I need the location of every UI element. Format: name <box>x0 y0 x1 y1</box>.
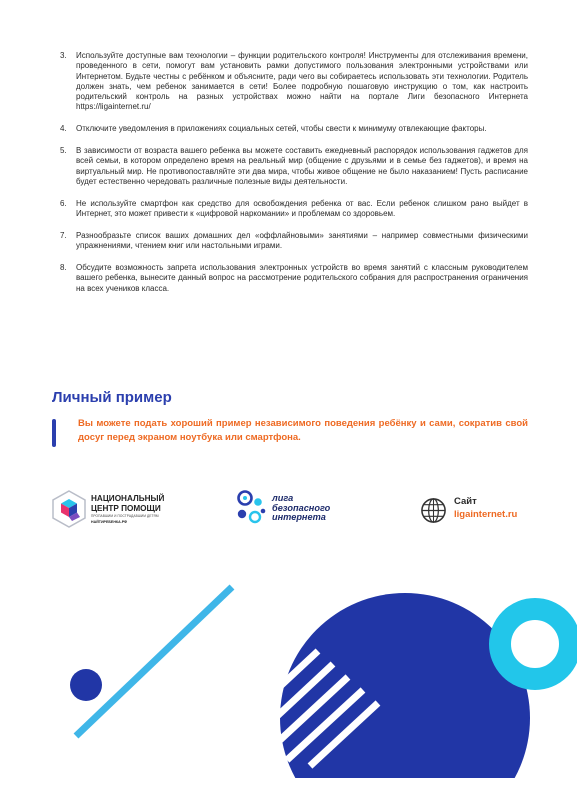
list-item <box>62 263 528 294</box>
list-item <box>62 146 528 187</box>
center-title: НАЦИОНАЛЬНЫЙ ЦЕНТР ПОМОЩИ <box>91 494 165 513</box>
diagonal-cyan-line <box>76 587 232 736</box>
molecule-icon <box>235 489 269 525</box>
list-item <box>62 124 528 134</box>
decorative-shapes <box>0 560 577 800</box>
tips-list <box>62 51 528 305</box>
item-number: 8. <box>60 262 67 272</box>
site-label: Сайт <box>454 496 477 507</box>
item-text: В зависимости от возраста вашего ребенка вы можете составить ежедневный распорядок использования гаджетов для всей семьи, в котором определено время на реальный мир (общение с друзьями и в семье без гаджетов), и время на виртуальный мир. Не противопоставляйте эти два мира, чтобы живое общение не было наказанием! Пусть расписание будет естественно чередовать различные полезные виды деятельности. <box>76 146 528 186</box>
hexagon-cubes-icon <box>50 489 88 529</box>
globe-icon <box>420 497 447 524</box>
item-number: 4. <box>60 124 67 134</box>
national-center-logo <box>50 489 180 533</box>
list-item <box>62 51 528 113</box>
quote-bar <box>52 419 56 447</box>
list-item <box>62 231 528 252</box>
center-site: НАЙТИРЕБЕНКА.РФ <box>91 520 128 524</box>
center-subtitle: ПРОПАВШИМ И ПОСТРАДАВШИМ ДЕТЯМ <box>91 514 159 518</box>
item-number: 3. <box>60 51 67 60</box>
liga-logo <box>235 489 355 529</box>
site-block <box>420 495 530 529</box>
cyan-ring <box>500 609 570 679</box>
item-text: Не используйте смартфон как средство для освобождения ребенка от вас. Если ребенок слишком рано выйдет в Интернет, это может привести к «цифровой наркомании» и проблемам со здоровьем. <box>76 198 528 219</box>
liga-title: лига безопасного интернета <box>272 493 331 522</box>
large-blue-circle <box>280 593 530 800</box>
item-text: Обсудите возможность запрета использования электронных устройств во время занятий с классным руководителем вашего ребенка, вынесите данный вопрос на рассмотрение родительского собрания для распространения ограничения на всех учеников класса. <box>76 262 528 293</box>
item-number: 7. <box>60 230 67 240</box>
quote-text: Вы можете подать хороший пример независимого поведения ребёнку и сами, сократив свой досуг перед экраном ноутбука или смартфона. <box>78 418 528 443</box>
list-item <box>62 199 528 220</box>
site-link[interactable]: ligainternet.ru <box>454 509 518 520</box>
item-text: Используйте доступные вам технологии – функции родительского контроля! Инструменты для отслеживания времени, проведенного в сети, помогут вам установить рамки допустимого пользования электронными устройствами или Интернетом. Будьте честны с ребёнком и объясните, ради чего вы собираетесь использовать эти технологии. Родитель должен знать, чем ребенок занимается в сети! Более подробную пошаговую инструкцию о том, как настроить родительский контроль на разных устройствах можно найти на портале Лиги безопасного Интернета https://ligainternet.ru/ <box>76 51 528 112</box>
item-text: Разнообразьте список ваших домашних дел «оффлайновыми» занятиями – например совместными физическими упражнениями, чтением книг или настольными играми. <box>76 230 528 251</box>
item-text: Отключите уведомления в приложениях социальных сетей, чтобы свести к минимуму отвлекающие факторы. <box>76 124 487 134</box>
section-title: Личный пример <box>52 389 172 406</box>
item-number: 5. <box>60 146 67 156</box>
item-number: 6. <box>60 198 67 208</box>
small-blue-dot <box>70 669 102 701</box>
